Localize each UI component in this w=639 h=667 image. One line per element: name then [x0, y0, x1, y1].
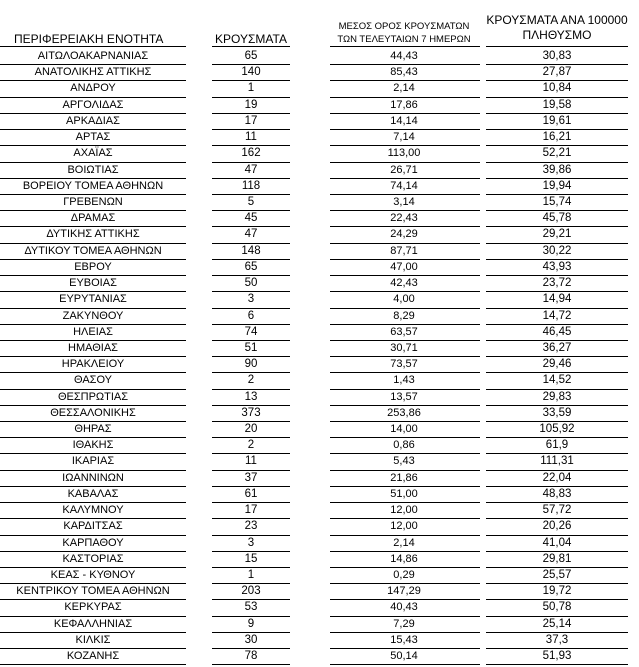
cases-cell: 203 — [241, 585, 261, 598]
region-cell: ΒΟΙΩΤΙΑΣ — [67, 163, 119, 176]
header-underline-average — [330, 46, 480, 47]
header-underline-cases — [212, 46, 290, 47]
per-100000-cell: 19,61 — [542, 114, 572, 127]
cases-cell: 1 — [247, 569, 255, 581]
cases-cell: 65 — [244, 260, 258, 273]
region-cell: ΒΟΡΕΙΟΥ ΤΟΜΕΑ ΑΘΗΝΩΝ — [22, 179, 164, 192]
average-cell: 2,14 — [393, 536, 415, 549]
region-cell: ΑΙΤΩΛΟΑΚΑΡΝΑΝΙΑΣ — [37, 50, 149, 62]
table-row — [0, 372, 639, 388]
header-per-line-2: ΠΛΗΘΥΣΜΟ — [522, 28, 592, 42]
table-row — [0, 129, 639, 145]
region-cell: ΚΕΦΑΛΛΗΝΙΑΣ — [53, 617, 133, 630]
cases-cell: 90 — [244, 358, 258, 371]
region-cell: ΘΕΣΠΡΩΤΙΑΣ — [57, 390, 129, 403]
average-cell: 12,00 — [390, 520, 418, 533]
average-cell: 8,29 — [393, 309, 415, 322]
average-cell: 0,86 — [393, 439, 415, 452]
region-cell: ΚΕΡΚΥΡΑΣ — [64, 601, 122, 614]
table-row — [0, 308, 639, 324]
header-cases-per-100000 — [486, 13, 628, 43]
per-100000-cell: 50,78 — [542, 601, 572, 614]
region-cell: ΚΑΡΔΙΤΣΑΣ — [63, 520, 123, 533]
region-cell: ΗΡΑΚΛΕΙΟΥ — [61, 358, 125, 371]
table-row — [0, 324, 639, 340]
cases-cell: 61 — [244, 487, 258, 500]
per-100000-cell: 14,72 — [542, 309, 572, 322]
region-cell: ΕΥΡΥΤΑΝΙΑΣ — [59, 293, 127, 306]
average-cell: 12,00 — [390, 504, 418, 517]
cases-cell: 2 — [247, 439, 255, 452]
table-row — [0, 243, 639, 259]
table-row — [0, 356, 639, 372]
per-100000-cell: 36,27 — [542, 341, 572, 354]
per-100000-cell: 25,14 — [542, 617, 572, 630]
table-row — [0, 453, 639, 469]
average-cell: 13,57 — [390, 390, 418, 403]
per-100000-cell: 30,22 — [542, 244, 572, 257]
region-cell: ΚΑΛΥΜΝΟΥ — [62, 504, 124, 517]
cases-cell: 15 — [244, 552, 258, 565]
region-cell: ΚΑΣΤΟΡΙΑΣ — [62, 552, 124, 565]
average-cell: 113,00 — [387, 147, 421, 160]
table-row — [0, 648, 639, 664]
average-cell: 253,86 — [387, 406, 421, 419]
cases-cell: 23 — [244, 520, 258, 533]
table-row — [0, 405, 639, 421]
average-cell: 85,43 — [390, 66, 418, 79]
region-cell: ΑΧΑΪΑΣ — [73, 147, 113, 160]
cases-cell: 11 — [245, 455, 257, 468]
table-row — [0, 210, 639, 226]
region-cell: ΙΚΑΡΙΑΣ — [71, 455, 115, 468]
per-100000-cell: 45,78 — [542, 212, 572, 225]
cases-cell: 13 — [244, 390, 258, 403]
per-100000-cell: 39,86 — [542, 163, 572, 176]
average-cell: 74,14 — [390, 179, 418, 192]
per-100000-cell: 23,72 — [542, 277, 572, 290]
table-row — [0, 389, 639, 405]
average-cell: 50,14 — [390, 650, 418, 663]
table-row — [0, 437, 639, 453]
average-cell: 21,86 — [390, 471, 418, 484]
average-cell: 24,29 — [390, 228, 418, 241]
per-100000-cell: 20,26 — [542, 520, 572, 533]
cases-cell: 78 — [244, 650, 258, 663]
header-average-line-2: ΤΩΝ ΤΕΛΕΥΤΑΙΩΝ 7 ΗΜΕΡΩΝ — [337, 34, 471, 45]
table-row — [0, 502, 639, 518]
cell-underline — [486, 664, 628, 665]
average-cell: 15,43 — [390, 633, 418, 646]
average-cell: 7,29 — [393, 617, 415, 630]
table-row — [0, 97, 639, 113]
cases-cell: 118 — [241, 179, 261, 192]
cases-cell: 50 — [244, 277, 258, 290]
average-cell: 4,00 — [393, 293, 415, 306]
table-row — [0, 616, 639, 632]
cases-cell: 3 — [247, 536, 255, 549]
cases-cell: 19 — [244, 98, 258, 111]
table-row — [0, 259, 639, 275]
table-row — [0, 583, 639, 599]
region-cell: ΘΕΣΣΑΛΟΝΙΚΗΣ — [50, 406, 136, 419]
per-100000-cell: 14,52 — [542, 374, 572, 387]
table-row — [0, 486, 639, 502]
region-cell: ΑΡΚΑΔΙΑΣ — [66, 114, 120, 127]
cases-cell: 2 — [247, 374, 255, 387]
cases-cell: 51 — [244, 341, 258, 354]
cases-cell: 6 — [247, 309, 255, 322]
average-cell: 51,00 — [390, 487, 418, 500]
header-average-line-1: ΜΕΣΟΣ ΟΡΟΣ ΚΡΟΥΣΜΑΤΩΝ — [338, 21, 470, 32]
region-cell: ΑΝΑΤΟΛΙΚΗΣ ΑΤΤΙΚΗΣ — [34, 66, 152, 79]
table-row — [0, 275, 639, 291]
cell-underline — [0, 664, 186, 665]
cases-cell: 47 — [244, 228, 258, 241]
per-100000-cell: 27,87 — [542, 66, 572, 79]
cases-cell: 65 — [244, 50, 258, 62]
per-100000-cell: 29,21 — [542, 228, 572, 241]
average-cell: 47,00 — [390, 260, 418, 273]
table-header — [0, 0, 639, 48]
cases-cell: 20 — [244, 423, 258, 436]
per-100000-cell: 33,59 — [542, 406, 572, 419]
average-cell: 17,86 — [390, 98, 418, 111]
table-row — [0, 113, 639, 129]
region-cell: ΚΑΡΠΑΘΟΥ — [62, 536, 124, 549]
per-100000-cell: 37,3 — [545, 633, 569, 646]
average-cell: 5,43 — [393, 455, 415, 468]
cases-cell: 140 — [241, 66, 261, 79]
per-100000-cell: 105,92 — [539, 423, 575, 436]
cell-underline — [330, 664, 480, 665]
per-100000-cell: 30,83 — [542, 50, 572, 62]
cases-cell: 37 — [244, 471, 258, 484]
header-cases: ΚΡΟΥΣΜΑΤΑ — [215, 32, 287, 46]
average-cell: 3,14 — [393, 195, 415, 208]
region-cell: ΚΕΑΣ - ΚΥΘΝΟΥ — [50, 569, 136, 581]
header-average-7-days — [330, 20, 478, 46]
table-row — [0, 80, 639, 96]
per-100000-cell: 46,45 — [542, 325, 572, 338]
average-cell: 30,71 — [390, 341, 418, 354]
cases-cell: 74 — [244, 325, 258, 338]
table-row — [0, 340, 639, 356]
region-cell: ΔΥΤΙΚΟΥ ΤΟΜΕΑ ΑΘΗΝΩΝ — [24, 244, 162, 257]
table-body — [0, 48, 639, 664]
cases-cell: 9 — [247, 617, 255, 630]
per-100000-cell: 29,46 — [542, 358, 572, 371]
average-cell: 87,71 — [390, 244, 418, 257]
table-row — [0, 535, 639, 551]
average-cell: 22,43 — [390, 212, 418, 225]
table-row — [0, 567, 639, 583]
per-100000-cell: 111,31 — [540, 455, 574, 468]
per-100000-cell: 16,21 — [542, 131, 572, 144]
per-100000-cell: 14,94 — [542, 293, 572, 306]
region-cell: ΔΡΑΜΑΣ — [70, 212, 116, 225]
per-100000-cell: 22,04 — [542, 471, 572, 484]
average-cell: 2,14 — [393, 82, 415, 95]
average-cell: 26,71 — [390, 163, 418, 176]
region-cell: ΔΥΤΙΚΗΣ ΑΤΤΙΚΗΣ — [46, 228, 140, 241]
per-100000-cell: 10,84 — [542, 82, 572, 95]
average-cell: 147,29 — [387, 585, 421, 598]
region-cell: ΑΡΤΑΣ — [75, 131, 111, 144]
region-cell: ΓΡΕΒΕΝΩΝ — [63, 195, 123, 208]
per-100000-cell: 52,21 — [542, 147, 572, 160]
region-cell: ΑΡΓΟΛΙΔΑΣ — [62, 98, 124, 111]
region-cell: ΚΑΒΑΛΑΣ — [67, 487, 119, 500]
table-row — [0, 518, 639, 534]
table-row — [0, 64, 639, 80]
per-100000-cell: 15,74 — [542, 195, 572, 208]
table-row — [0, 291, 639, 307]
cases-cell: 5 — [247, 195, 255, 208]
cases-cell: 162 — [241, 147, 261, 160]
cases-cell: 11 — [245, 131, 257, 144]
region-cell: ΘΑΣΟΥ — [73, 374, 113, 387]
header-underline-per — [486, 46, 628, 47]
cases-cell: 17 — [244, 504, 258, 517]
cases-cell: 148 — [241, 244, 261, 257]
table-row — [0, 599, 639, 615]
cases-cell: 53 — [244, 601, 258, 614]
per-100000-cell: 19,72 — [542, 585, 572, 598]
table-row — [0, 178, 639, 194]
table-row — [0, 551, 639, 567]
average-cell: 7,14 — [393, 131, 415, 144]
cases-cell: 45 — [244, 212, 258, 225]
region-cell: ΗΛΕΙΑΣ — [73, 325, 113, 338]
table-row — [0, 162, 639, 178]
table-row — [0, 48, 639, 64]
cell-underline — [212, 664, 290, 665]
average-cell: 73,57 — [390, 358, 418, 371]
average-cell: 63,57 — [390, 325, 418, 338]
per-100000-cell: 29,81 — [542, 552, 572, 565]
average-cell: 14,00 — [390, 423, 418, 436]
region-cell: ΖΑΚΥΝΘΟΥ — [62, 309, 124, 322]
region-cell: ΕΒΡΟΥ — [74, 260, 112, 273]
cases-cell: 30 — [244, 633, 258, 646]
table-row — [0, 226, 639, 242]
region-cell: ΗΜΑΘΙΑΣ — [68, 341, 118, 354]
average-cell: 1,43 — [393, 374, 415, 387]
region-cell: ΚΕΝΤΡΙΚΟΥ ΤΟΜΕΑ ΑΘΗΝΩΝ — [16, 585, 170, 598]
per-100000-cell: 29,83 — [542, 390, 572, 403]
average-cell: 44,43 — [390, 50, 418, 62]
per-100000-cell: 51,93 — [542, 650, 572, 663]
table-row — [0, 470, 639, 486]
cases-cell: 373 — [241, 406, 261, 419]
average-cell: 42,43 — [390, 277, 418, 290]
per-100000-cell: 43,93 — [542, 260, 572, 273]
per-100000-cell: 25,57 — [542, 569, 572, 581]
average-cell: 40,43 — [390, 601, 418, 614]
average-cell: 14,86 — [390, 552, 418, 565]
region-cell: ΘΗΡΑΣ — [74, 423, 112, 436]
cases-cell: 3 — [247, 293, 255, 306]
header-underline-region — [0, 46, 186, 47]
per-100000-cell: 57,72 — [542, 504, 572, 517]
region-cell: ΚΟΖΑΝΗΣ — [66, 650, 120, 663]
header-per-line-1: ΚΡΟΥΣΜΑΤΑ ΑΝΑ 100000 — [486, 13, 628, 27]
per-100000-cell: 19,58 — [542, 98, 572, 111]
per-100000-cell: 19,94 — [542, 179, 572, 192]
cases-cell: 17 — [244, 114, 258, 127]
cases-cell: 1 — [247, 82, 255, 95]
region-cell: ΙΘΑΚΗΣ — [72, 439, 114, 452]
region-cell: ΕΥΒΟΙΑΣ — [69, 277, 117, 290]
header-region: ΠΕΡΙΦΕΡΕΙΑΚΗ ΕΝΟΤΗΤΑ — [14, 32, 164, 46]
cases-cell: 47 — [244, 163, 258, 176]
average-cell: 14,14 — [390, 114, 418, 127]
region-cell: ΑΝΔΡΟΥ — [70, 82, 116, 95]
average-cell: 0,29 — [393, 569, 415, 581]
per-100000-cell: 61,9 — [545, 439, 569, 452]
per-100000-cell: 48,83 — [542, 487, 572, 500]
table-row — [0, 421, 639, 437]
region-cell: ΚΙΛΚΙΣ — [75, 633, 111, 646]
table-row — [0, 632, 639, 648]
table-row — [0, 194, 639, 210]
table-row — [0, 145, 639, 161]
region-cell: ΙΩΑΝΝΙΝΩΝ — [62, 471, 124, 484]
per-100000-cell: 41,04 — [542, 536, 572, 549]
